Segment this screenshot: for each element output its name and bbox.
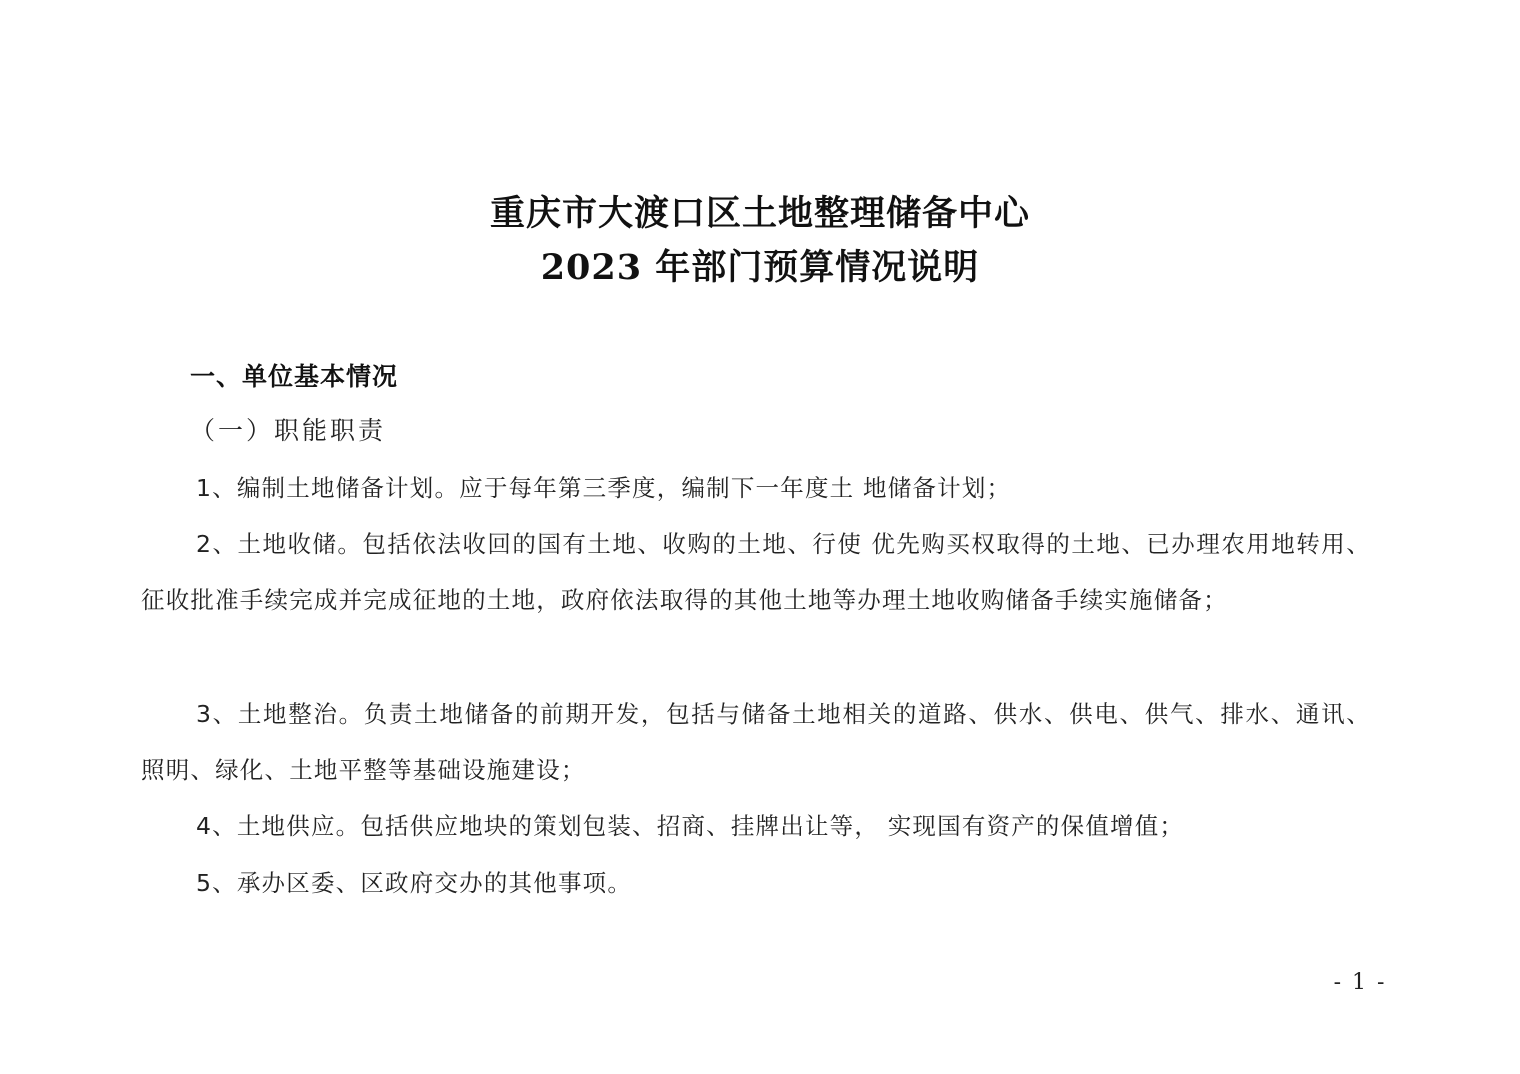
duty-paragraph-1: 1、编制土地储备计划。应于每年第三季度，编制下一年度土 地储备计划； (196, 474, 1012, 502)
document-title: 重庆市大渡口区土地整理储备中心 (489, 193, 1030, 234)
page-number: - 1 - (1333, 970, 1387, 995)
document-subtitle: 2023 年部门预算情况说明 (540, 247, 980, 288)
subsection-heading: （一）职能职责 (190, 416, 387, 445)
duty-paragraph-2: 2、土地收储。包括依法收回的国有土地、收购的土地、行使 优先购买权取得的土地、已办理农用地转用、征收批准手续完成并完成征地的土地，政府依法取得的其他土地等办理土地收购储备手续实施储备； (141, 530, 1371, 614)
duty-paragraph-3: 3、土地整治。负责土地储备的前期开发，包括与储备土地相关的道路、供水、供电、供气、排水、通讯、照明、绿化、土地平整等基础设施建设； (141, 700, 1371, 784)
duty-paragraph-5: 5、承办区委、区政府交办的其他事项。 (196, 869, 633, 897)
duty-paragraph-4: 4、土地供应。包括供应地块的策划包装、招商、挂牌出让等， 实现国有资产的保值增值； (196, 812, 1185, 840)
section-heading: 一、单位基本情况 (190, 362, 399, 391)
